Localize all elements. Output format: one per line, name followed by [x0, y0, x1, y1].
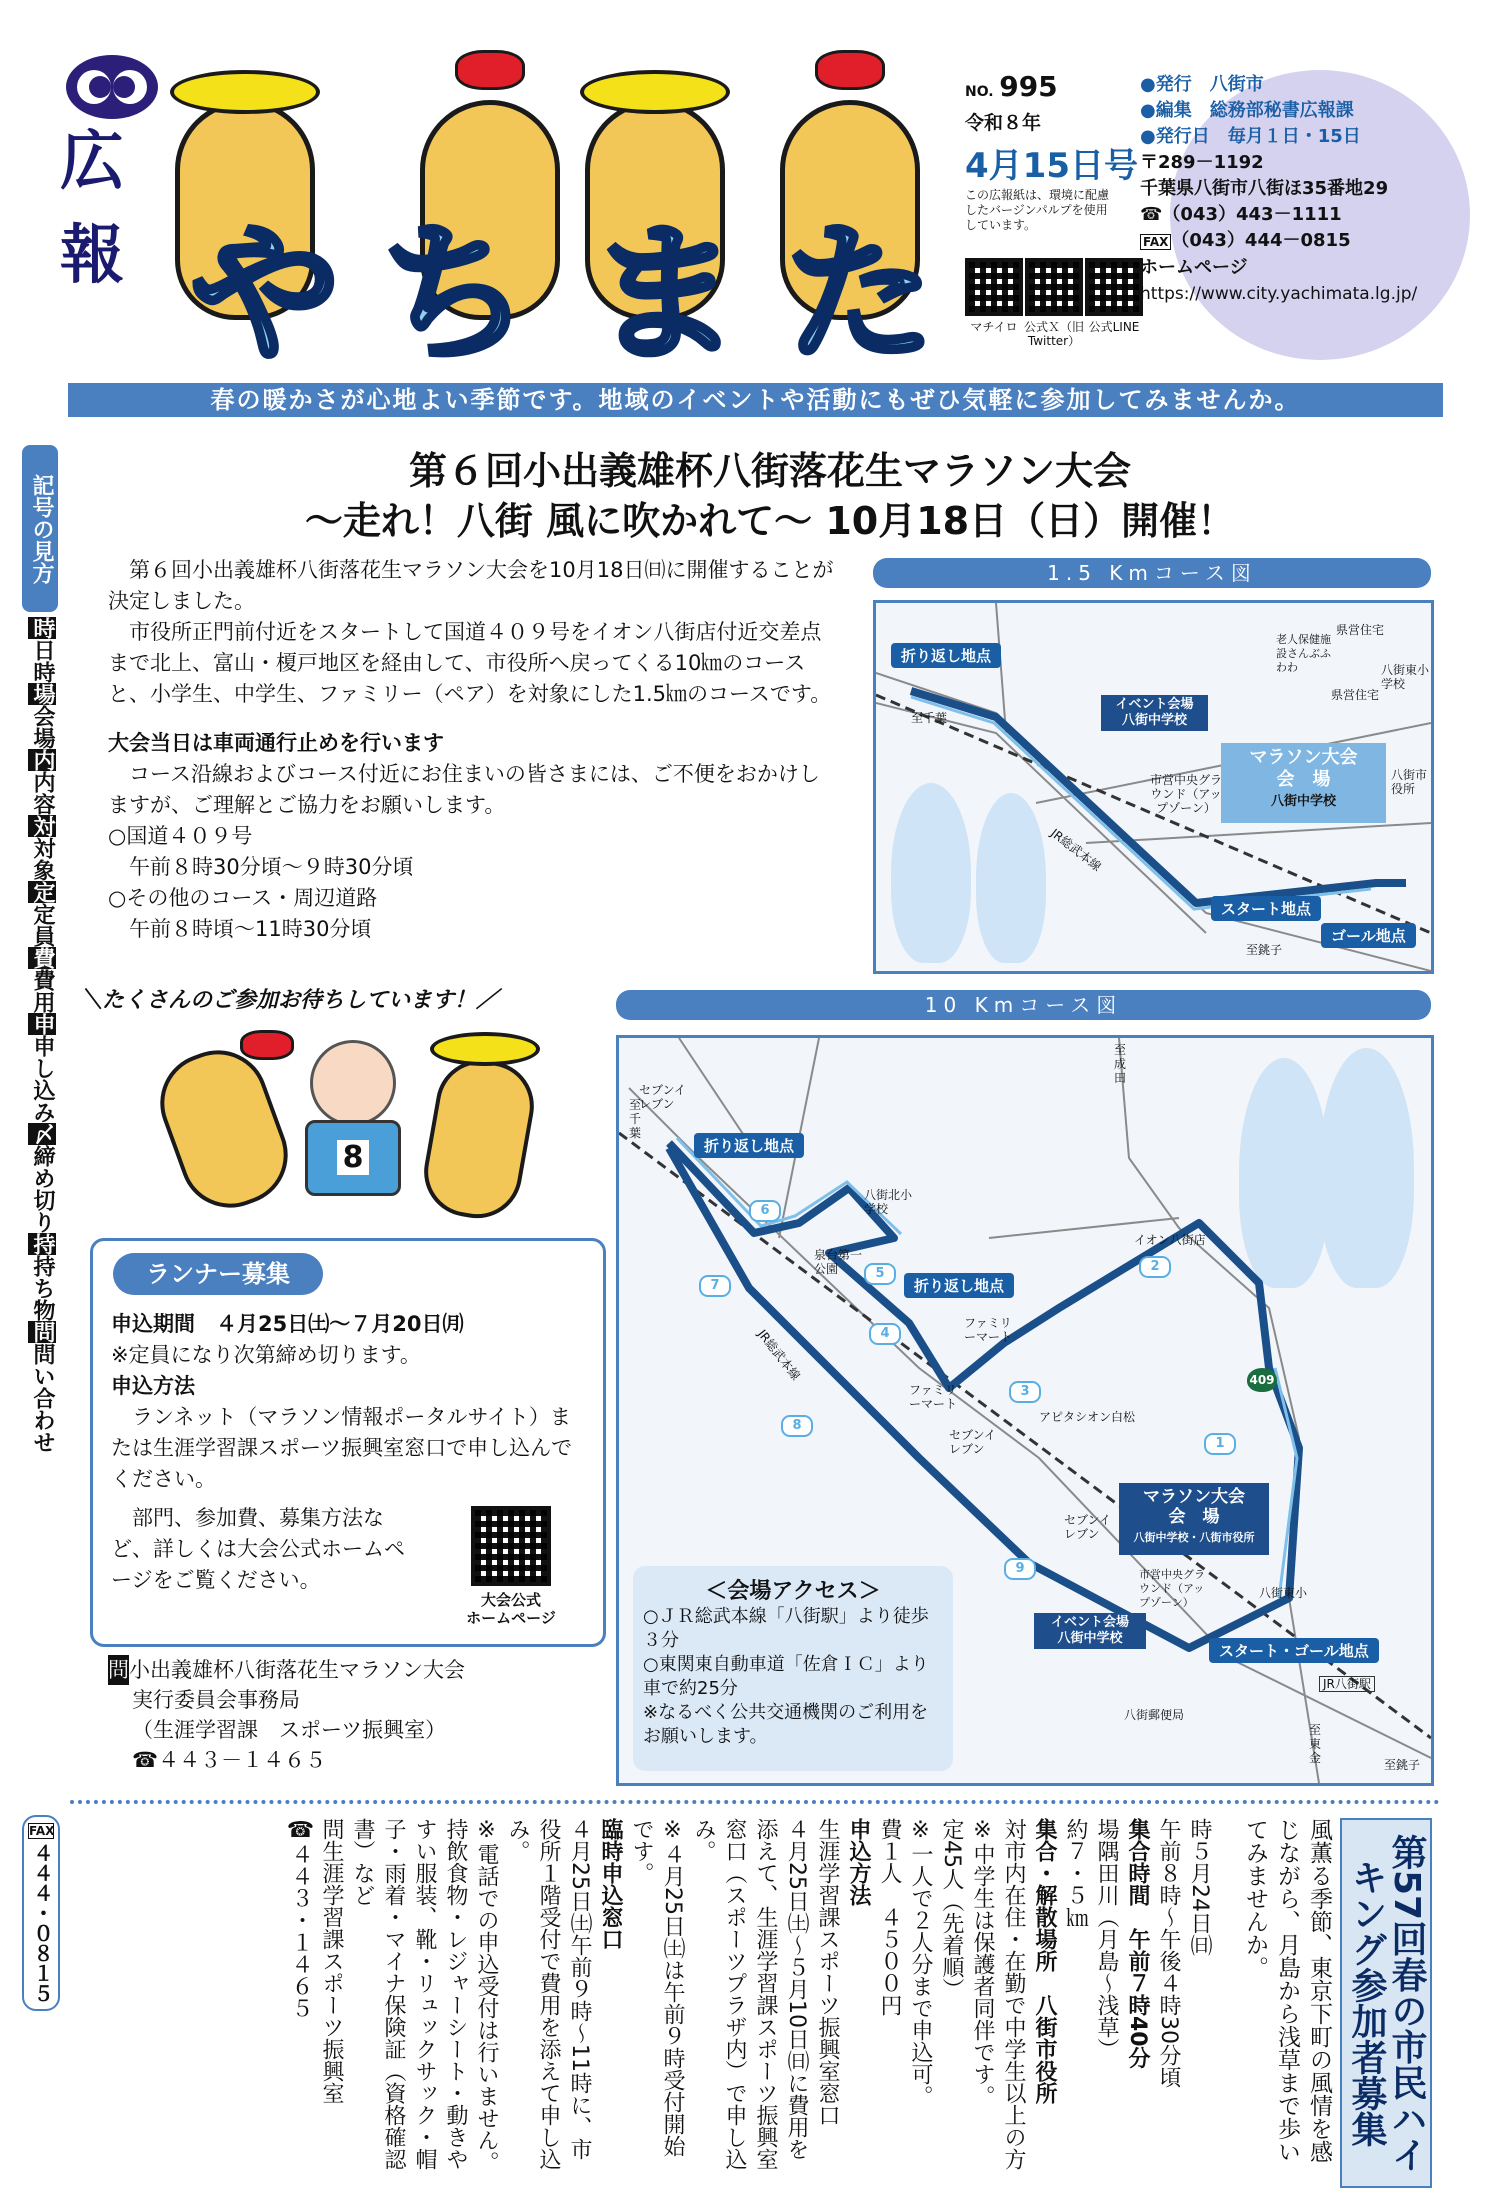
map10-label: ファミリーマート: [909, 1383, 958, 1411]
qr-label: マチイロ: [970, 320, 1018, 334]
map10-label: 至千葉: [629, 1098, 642, 1140]
map15-start: スタート地点: [1211, 896, 1321, 921]
access-line-2: ○東関東自動車道「佐倉ＩＣ」より車で約25分: [643, 1654, 929, 1699]
map10-label: ファミリーマート: [964, 1316, 1013, 1344]
access-line-1: ○ＪＲ総武本線「八街駅」より徒歩３分: [643, 1606, 929, 1651]
hiking-column: 臨時申込窓口: [598, 1818, 623, 1950]
method: ランネット（マラソン情報ポータルサイト）または生涯学習課スポーツ振興室窓口で申し込んでください。: [111, 1405, 573, 1491]
map10-label: アピタシオン白松: [1039, 1410, 1136, 1424]
map15-label: 市営中央グラウンド（アップゾーン）: [1149, 773, 1222, 815]
km-marker-4: 4: [869, 1323, 901, 1345]
qr-caption: 大会公式 ホームページ: [466, 1591, 556, 1627]
km-marker-1: 1: [1204, 1433, 1236, 1455]
paper-note: この広報紙は、環境に配慮したバージンパルプを使用しています。: [965, 188, 1110, 232]
runner-detail: 部門、参加費、募集方法など、詳しくは大会公式ホームページをご覧ください。: [111, 1506, 405, 1592]
period-label: 申込期間: [111, 1312, 195, 1336]
map10-label: JR総武本線: [754, 1327, 803, 1383]
hiking-column: 問生涯学習課スポーツ振興室: [319, 1818, 344, 2104]
legend-item: 〆締め切り: [30, 1123, 55, 1233]
hat-icon: [430, 1032, 540, 1066]
access-box: [633, 1566, 953, 1771]
km-marker-5: 5: [864, 1263, 896, 1285]
km-marker-6: 6: [749, 1200, 781, 1222]
city-emblem-icon: [64, 52, 160, 122]
qr-code-icon: [965, 258, 1023, 316]
map10-label: セブンイレブン: [639, 1083, 686, 1111]
hiking-column: ※一人で２人分まで申込可。: [908, 1818, 933, 2107]
map10-turn-point-1: 折り返し地点: [694, 1133, 804, 1158]
issue-date: 4月15日号: [965, 146, 1138, 186]
map10-label: 泉台第一公園: [814, 1248, 863, 1276]
period: ４月25日㈯～７月20日㈪: [216, 1312, 464, 1336]
closure-route-2-time: 午前８時頃～11時30分頃: [108, 917, 372, 941]
closure-body: コース沿線およびコース付近にお住まいの皆さまには、ご不便をおかけしますが、ご理解とご協力をお願いします。: [108, 762, 820, 817]
legend-item: 定定員: [30, 881, 55, 947]
contact-line-1: 小出義雄杯八街落花生マラソン大会: [129, 1658, 465, 1682]
marathon-body: [108, 555, 838, 945]
map15-label: 至銚子: [1246, 943, 1283, 957]
logo-hiragana-1: や: [190, 208, 341, 382]
closure-head: 大会当日は車両通行止めを行います: [108, 731, 444, 755]
km-marker-7: 7: [699, 1275, 731, 1297]
hiking-title: 第57回春の市民ハイキング参加者募集: [1340, 1818, 1432, 2188]
hp-url[interactable]: https://www.city.yachimata.lg.jp/: [1140, 284, 1418, 304]
bow-icon: [815, 50, 885, 90]
qr-code-icon[interactable]: [471, 1506, 551, 1586]
method-label: 申込方法: [111, 1374, 195, 1398]
closure-route-1: ○国道４０９号: [108, 824, 253, 848]
qr-label: 公式Ｘ（旧Twitter）: [1023, 320, 1084, 348]
legend-item: 費費用: [30, 947, 55, 1013]
contact-line-2: 実行委員会事務局: [132, 1688, 300, 1712]
hiking-column: 定45人（先着順）: [939, 1818, 964, 2000]
map10-event-venue: イベント会場 八街中学校: [1034, 1613, 1146, 1649]
runner-head: ランナー募集: [113, 1253, 323, 1295]
map10-label: セブンイレブン: [949, 1428, 996, 1456]
map10-venue: マラソン大会 会 場 八街中学校・八街市役所: [1119, 1483, 1269, 1555]
hiking-column: ※４月25日㈯は午前９時受付開始です。: [629, 1818, 685, 2157]
map10-title: 10 Kmコース図: [616, 990, 1431, 1020]
welcome-text: ＼たくさんのご参加お待ちしています！／: [80, 988, 499, 1013]
map10-label: イオン八街店: [1134, 1233, 1206, 1247]
contact-key: 問: [108, 1655, 129, 1685]
qr-code-icon: [1025, 258, 1083, 316]
map15-title: 1.5 Kmコース図: [873, 558, 1431, 588]
legend-fax: FAX ４４４・０８１５: [22, 1815, 60, 2011]
legend-item: 対対象: [30, 815, 55, 881]
runner-bib: 8: [337, 1140, 370, 1175]
map10-label: 八街東小: [1259, 1586, 1308, 1600]
map15-label: 県営住宅: [1331, 688, 1380, 702]
map10-label: 八街郵便局: [1124, 1708, 1185, 1722]
hat-icon: [580, 70, 730, 114]
postal: 〒289－1192: [1140, 152, 1264, 173]
logo-hiragana-3: ま: [590, 208, 741, 382]
map15-label: 老人保健施設さんぶふわわ: [1276, 633, 1331, 674]
publisher: ●発行 八街市: [1140, 74, 1264, 95]
hiking-column: 午前８時～午後４時30分頃: [1156, 1818, 1181, 2088]
map10-label: 至成田: [1114, 1043, 1127, 1085]
legend-item: 持持ち物: [30, 1233, 55, 1321]
map10-label: 市営中央グラウンド（アップゾーン）: [1139, 1568, 1205, 1609]
map10-start-goal: スタート・ゴール地点: [1209, 1638, 1379, 1663]
hp-label: ホームページ: [1140, 257, 1248, 278]
hiking-intro: 風薫る季節、東京下町の風情を感じながら、月島から浅草まで歩いてみませんか。: [1242, 1818, 1332, 2163]
logo-kanji-1: 広: [60, 124, 124, 199]
legend-title: 記号の見方: [22, 445, 58, 612]
hiking-column: ☎４４３・１４６５: [288, 1818, 313, 2019]
legend-item: 申申し込み: [30, 1013, 55, 1123]
legend-item: 問問い合わせ: [30, 1321, 55, 1453]
period-note: ※定員になり次第締め切ります。: [111, 1343, 421, 1367]
hiking-column: 持飲食物・レジャーシート・動きやすい服装、靴・リュックサック・帽子・雨着・マイナ保険証（資格確認書）など: [350, 1818, 468, 2170]
pub-date: ●発行日 毎月１日・15日: [1140, 126, 1361, 147]
map10: [616, 1035, 1434, 1786]
map10-label: セブンイレブン: [1064, 1513, 1111, 1541]
map10-label: 至銚子: [1384, 1758, 1421, 1772]
hiking-column: 費１人 ４５００円: [877, 1818, 902, 2016]
publisher-info: [1140, 72, 1490, 307]
map15-label: JR総武本線: [1048, 826, 1104, 874]
map10-label: 至東金: [1309, 1723, 1322, 1765]
bow-icon: [455, 50, 525, 90]
legend-item: 場会場: [30, 683, 55, 749]
coach-shirt: [305, 1120, 401, 1196]
map10-turn-point-2: 折り返し地点: [904, 1273, 1014, 1298]
editor: ●編集 総務部秘書広報課: [1140, 100, 1354, 121]
issue-era: 令和８年: [965, 112, 1042, 134]
header: [0, 0, 1503, 382]
map15: [873, 600, 1434, 974]
hiking-column: 集合・解散場所 八街市役所: [1032, 1818, 1057, 2104]
hiking-column: 生涯学習課スポーツ振興室窓口: [815, 1818, 840, 2126]
map15-goal: ゴール地点: [1321, 923, 1416, 948]
map15-label: 八街市役所: [1391, 768, 1428, 796]
hiking-column: ※中学生は保護者同伴です。: [970, 1818, 995, 2107]
map15-label: 至千葉: [911, 711, 948, 725]
map15-venue: マラソン大会 会 場 八街中学校: [1221, 743, 1386, 823]
qr-code-icon: [1085, 258, 1143, 316]
closure-route-2: ○その他のコース・周辺道路: [108, 886, 378, 910]
address: 千葉県八街市八街ほ35番地29: [1140, 178, 1389, 199]
runners-illustration: [120, 1020, 560, 1230]
logo-hiragana-4: た: [785, 208, 936, 382]
map15-label: 八街東小学校: [1381, 663, 1430, 691]
map10-label: 八街北小学校: [864, 1188, 913, 1216]
hiking-column: ４月25日㈯午前９時～11時に、市役所１階受付で費用を添えて申し込み。: [505, 1818, 592, 2170]
contact-line-3: （生涯学習課 スポーツ振興室）: [132, 1718, 447, 1742]
marathon-title-2: ～走れ！八街 風に吹かれて～ 10月18日（日）開催！: [304, 499, 1236, 543]
access-line-3: ※なるべく公共交通機関のご利用をお願いします。: [643, 1702, 929, 1747]
hiking-column: 場隅田川（月島～浅草）: [1094, 1818, 1119, 2060]
contact-line-4: ☎４４３－１４６５: [132, 1748, 327, 1772]
map15-label: 県営住宅: [1336, 623, 1385, 637]
closure-route-1-time: 午前８時30分頃～９時30分頃: [108, 855, 414, 879]
access-head: ＜会場アクセス＞: [705, 1579, 881, 1604]
hiking-column: 約７・５㎞: [1063, 1818, 1088, 1928]
coach-runner: [310, 1040, 396, 1126]
tel: ☎（043）443－1111: [1140, 204, 1342, 225]
map15-turn-point: 折り返し地点: [891, 643, 1001, 668]
marathon-para-2: 市役所正門前付近をスタートして国道４０９号をイオン八街店付近交差点まで北上、富山・榎戸地区を経由して、市役所へ戻ってくる10㎞のコースと、小学生、中学生、ファミリー（ペア）を対象にした1.5㎞のコースです。: [108, 620, 832, 706]
bow-icon: [240, 1030, 294, 1060]
road-409-icon: 409: [1247, 1368, 1277, 1392]
hiking-column: 対市内在住・在勤で中学生以上の方: [1001, 1818, 1026, 2170]
hiking-column: ※電話での申込受付は行いません。: [474, 1818, 499, 2173]
runner-body: [111, 1309, 591, 1495]
section-divider: [70, 1800, 1440, 1804]
hiking-column: 時５月24日㈰: [1187, 1818, 1212, 1956]
fax: FAX （043）444－0815: [1140, 228, 1490, 255]
km-marker-2: 2: [1139, 1256, 1171, 1278]
map15-event-venue: イベント会場 八街中学校: [1101, 695, 1208, 731]
issue-number: NO. 995: [965, 70, 1058, 103]
runner-recruitment: [90, 1238, 606, 1647]
legend-item: 時日時: [30, 617, 55, 683]
km-marker-3: 3: [1009, 1381, 1041, 1403]
legend: [20, 445, 60, 2003]
hat-icon: [170, 70, 320, 114]
qr-label: 公式LINE: [1088, 320, 1140, 334]
hiking-column: ４月25日㈯～５月10日㈰に費用を添えて、生涯学習課スポーツ振興室窓口（スポーツプラザ内）で申し込み。: [691, 1818, 809, 2170]
marathon-title-1: 第６回小出義雄杯八街落花生マラソン大会: [408, 449, 1131, 493]
legend-items: [25, 617, 57, 1453]
hiking-column: 申込方法: [846, 1818, 871, 1906]
peanut-runner-1: [146, 1036, 302, 1221]
marathon-contact: [108, 1655, 608, 1775]
hiking-column: 集合時間 午前７時40分: [1125, 1818, 1150, 2069]
km-marker-9: 9: [1004, 1558, 1036, 1580]
legend-item: 内内容: [30, 749, 55, 815]
km-marker-8: 8: [781, 1415, 813, 1437]
hiking-columns: [110, 1818, 1215, 2178]
map10-label: JR八街駅: [1319, 1676, 1375, 1692]
logo-kanji-2: 報: [60, 218, 124, 293]
peanut-runner-2: [417, 1053, 541, 1226]
header-banner: 春の暖かさが心地よい季節です。地域のイベントや活動にもぜひ気軽に参加してみませんか。: [68, 383, 1443, 417]
marathon-para-1: 第６回小出義雄杯八街落花生マラソン大会を10月18日㈰に開催することが決定しました。: [108, 558, 834, 613]
logo-hiragana-2: ち: [380, 208, 531, 382]
